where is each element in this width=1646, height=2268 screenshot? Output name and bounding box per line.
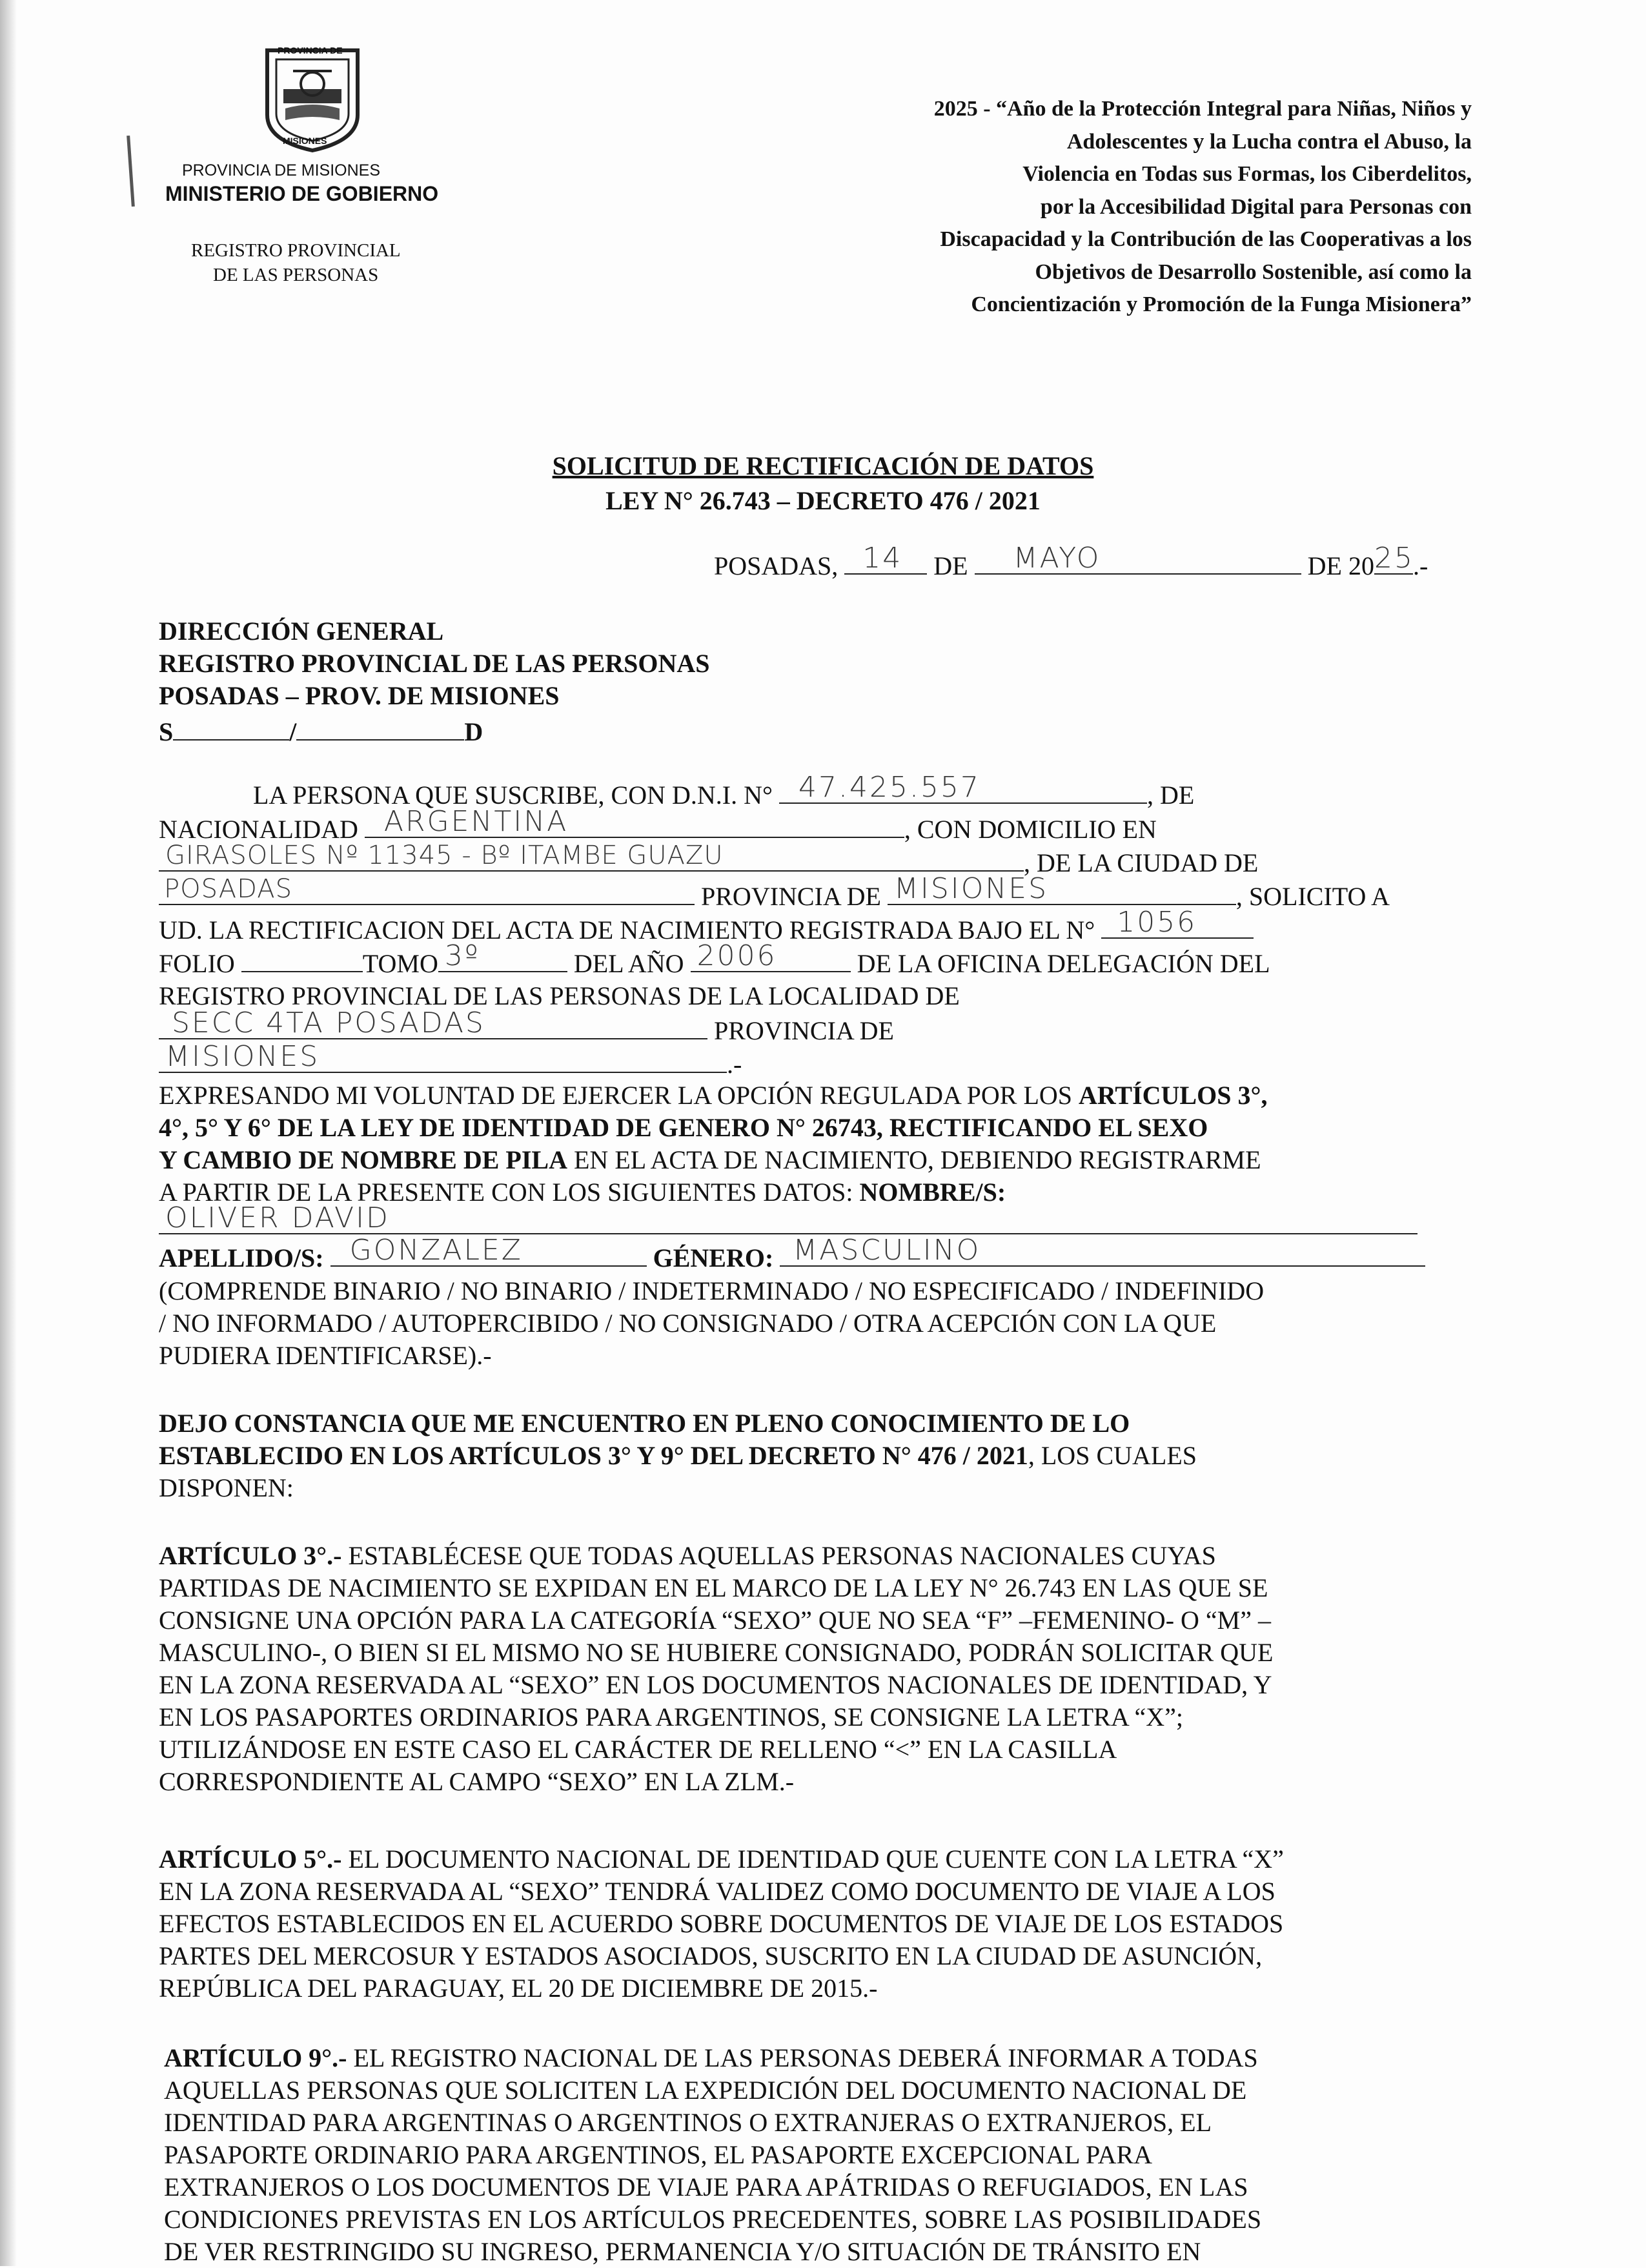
motto-line: Discapacidad y la Contribución de las Cooperativas a los	[940, 227, 1472, 251]
date-de-1: DE	[933, 551, 968, 580]
nationality-label: NACIONALIDAD	[159, 815, 358, 844]
form-line-surname	[159, 1234, 1425, 1274]
form-line-names	[159, 1201, 1417, 1242]
domicile-label: , CON DOMICILIO EN	[904, 815, 1157, 844]
city-value: POSADAS	[164, 874, 292, 904]
article-3	[159, 1540, 1521, 1798]
city-field[interactable]	[159, 874, 695, 905]
locality-field[interactable]	[159, 1006, 707, 1039]
law-articles-text: 4°, 5° Y 6° DE LA LEY DE IDENTIDAD DE GENERO N° 26743, RECTIFICANDO EL SEXO	[159, 1113, 1208, 1142]
article-line: DE VER RESTRINGIDO SU INGRESO, PERMANENCIA Y/O SITUACIÓN DE TRÁNSITO EN	[164, 2237, 1201, 2266]
dni-label: LA PERSONA QUE SUSCRIBE, CON D.N.I. N°	[253, 781, 773, 810]
addressee-d: D	[464, 717, 483, 746]
article-5-heading: ARTÍCULO 5°.-	[159, 1844, 342, 1874]
province-value: MISIONES	[893, 872, 1049, 905]
article-line	[164, 2042, 1526, 2074]
constancia-rest2: , LOS CUALES	[1028, 1441, 1197, 1470]
tomo-value: 3º	[444, 939, 480, 972]
article-line: EN LOS PASAPORTES ORDINARIOS PARA ARGENTINOS, SE CONSIGNE LA LETRA “X”;	[159, 1702, 1184, 1732]
addressee-sd	[159, 715, 483, 748]
motto-line: Concientización y Promoción de la Funga Misionera”	[971, 292, 1472, 316]
names-field[interactable]	[159, 1201, 1417, 1234]
addressee-line3	[159, 680, 560, 712]
document-subtitle: LEY N° 26.743 – DECRETO 476 / 2021	[605, 486, 1041, 515]
article-line: PARTES DEL MERCOSUR Y ESTADOS ASOCIADOS, SUSCRITO EN LA CIUDAD DE ASUNCIÓN,	[159, 1941, 1263, 1970]
motto-line: 2025 - “Año de la Protección Integral para Niñas, Niños y	[933, 97, 1472, 121]
date-end: .-	[1412, 551, 1428, 580]
article-line	[159, 1843, 1521, 1875]
date-line	[714, 542, 1428, 582]
folio-label: FOLIO	[159, 949, 235, 978]
province2-field[interactable]	[159, 1040, 727, 1073]
gender-note-1: (COMPRENDE BINARIO / NO BINARIO / INDETERMINADO / NO ESPECIFICADO / INDEFINIDO	[159, 1276, 1265, 1305]
article-line: CONDICIONES PREVISTAS EN LOS ARTÍCULOS PRECEDENTES, SOBRE LAS POSIBILIDADES	[164, 2205, 1262, 2234]
addressee-slash: /	[289, 717, 297, 746]
logo-text-top: PROVINCIA DE	[278, 45, 343, 56]
dni-suffix: , DE	[1146, 781, 1195, 810]
logo-text-bottom: MISIONES	[283, 136, 327, 146]
article-line: EN LA ZONA RESERVADA AL “SEXO” EN LOS DOCUMENTOS NACIONALES DE IDENTIDAD, Y	[159, 1670, 1272, 1699]
article-3-text: ESTABLÉCESE QUE TODAS AQUELLAS PERSONAS NACIONALES CUYAS	[341, 1541, 1216, 1570]
surname-field[interactable]	[330, 1234, 647, 1267]
office-label: DE LA OFICINA DELEGACIÓN DEL	[857, 949, 1270, 978]
motto-line: Adolescentes y la Lucha contra el Abuso, la	[1066, 129, 1472, 154]
gender-note-2: / NO INFORMADO / AUTOPERCIBIDO / NO CONSIGNADO / OTRA ACEPCIÓN CON LA QUE	[159, 1309, 1217, 1338]
tomo-field[interactable]	[438, 939, 567, 972]
gender-note-3: PUDIERA IDENTIFICARSE).-	[159, 1341, 492, 1370]
form-line-voluntad	[159, 1079, 1267, 1112]
nationality-value: ARGENTINA	[383, 805, 569, 838]
addressee-s: S	[159, 717, 174, 746]
article-line: EFECTOS ESTABLECIDOS EN EL ACUERDO SOBRE DOCUMENTOS DE VIAJE DE LOS ESTADOS	[159, 1909, 1284, 1938]
article-line: MASCULINO-, O BIEN SI EL MISMO NO SE HUBIERE CONSIGNADO, PODRÁN SOLICITAR QUE	[159, 1638, 1274, 1667]
province-label: PROVINCIA DE	[701, 882, 881, 911]
form-line-law	[159, 1112, 1208, 1144]
surname-label: APELLIDO/S:	[159, 1243, 324, 1272]
locality-value: SECC 4TA POSADAS	[172, 1006, 485, 1039]
document-title: SOLICITUD DE RECTIFICACIÓN DE DATOS	[552, 451, 1094, 480]
addressee-line1	[159, 615, 443, 648]
pen-mark	[127, 136, 135, 207]
province2-label: PROVINCIA DE	[714, 1016, 894, 1045]
motto-line: por la Accesibilidad Digital para Personas con	[1040, 194, 1472, 219]
address-field[interactable]	[159, 841, 1024, 872]
constancia-bold1: DEJO CONSTANCIA QUE ME ENCUENTRO EN PLENO CONOCIMIENTO DE LO	[159, 1409, 1130, 1438]
folio-field[interactable]	[241, 946, 363, 972]
gender-field[interactable]	[780, 1234, 1425, 1267]
article-line	[159, 1540, 1521, 1572]
year-field[interactable]	[691, 939, 851, 972]
article-line: EXTRANJEROS O LOS DOCUMENTOS DE VIAJE PARA APÁTRIDAS O REFUGIADOS, EN LAS	[164, 2172, 1248, 2202]
dni-value: 47.425.557	[798, 771, 980, 804]
province-field[interactable]	[888, 872, 1236, 905]
form-line-city	[159, 872, 1390, 913]
dni-field[interactable]	[779, 771, 1147, 804]
tomo-label: TOMO	[362, 949, 438, 978]
article-9-heading: ARTÍCULO 9°.-	[164, 2043, 347, 2072]
cambio-nombre-text: Y CAMBIO DE NOMBRE DE PILA	[159, 1145, 567, 1174]
addressee-city: POSADAS – PROV. DE MISIONES	[159, 681, 560, 710]
city-label: , DE LA CIUDAD DE	[1024, 848, 1259, 877]
addressee-registry: REGISTRO PROVINCIAL DE LAS PERSONAS	[159, 649, 710, 678]
article-line: UTILIZÁNDOSE EN ESTE CASO EL CARÁCTER DE RELLENO “<” EN LA CASILLA	[159, 1735, 1117, 1764]
article-line: EN LA ZONA RESERVADA AL “SEXO” TENDRÁ VALIDEZ COMO DOCUMENTO DE VIAJE A LOS	[159, 1877, 1275, 1906]
date-city: POSADAS,	[714, 551, 838, 580]
province2-end: .-	[727, 1050, 742, 1079]
datos-text: A PARTIR DE LA PRESENTE CON LOS SIGUIENTES DATOS:	[159, 1178, 853, 1207]
article-line: CONSIGNE UNA OPCIÓN PARA LA CATEGORÍA “SEXO” QUE NO SEA “F” –FEMENINO- O “M” –	[159, 1606, 1271, 1635]
names-value: OLIVER DAVID	[165, 1201, 390, 1234]
cambio-rest: EN EL ACTA DE NACIMIENTO, DEBIENDO REGISTRARME	[574, 1145, 1261, 1174]
voluntad-text: EXPRESANDO MI VOLUNTAD DE EJERCER LA OPCIÓN REGULADA POR LOS	[159, 1081, 1073, 1110]
article-line: PASAPORTE ORDINARIO PARA ARGENTINOS, EL PASAPORTE EXCEPCIONAL PARA	[164, 2140, 1153, 2169]
names-label: NOMBRE/S:	[859, 1178, 1006, 1207]
article-line: CORRESPONDIENTE AL CAMPO “SEXO” EN LA ZLM.-	[159, 1767, 795, 1796]
ministry-label: MINISTERIO DE GOBIERNO	[165, 182, 439, 205]
article-5	[159, 1843, 1521, 2005]
article-line: REPÚBLICA DEL PARAGUAY, EL 20 DE DICIEMBRE DE 2015.-	[159, 1974, 878, 2003]
date-day-field[interactable]	[844, 542, 927, 575]
constancia-line3: DISPONEN:	[159, 1473, 294, 1502]
registry-label-line2: DE LAS PERSONAS	[213, 265, 379, 285]
date-year-field[interactable]	[1374, 542, 1414, 575]
article-9	[164, 2042, 1526, 2268]
sd-blank-2	[296, 715, 464, 741]
registry-label-line1: REGISTRO PROVINCIAL	[191, 240, 401, 261]
motto-line: Objetivos de Desarrollo Sostenible, así como la	[1035, 260, 1472, 284]
constancia-bold2: ESTABLECIDO EN LOS ARTÍCULOS 3° Y 9° DEL DECRETO N° 476 / 2021	[159, 1441, 1028, 1470]
constancia-line2	[159, 1440, 1197, 1472]
addressee-line2	[159, 648, 710, 680]
province-label: PROVINCIA DE MISIONES	[182, 161, 381, 179]
date-month-field[interactable]	[975, 542, 1301, 575]
form-line-province2	[159, 1040, 742, 1081]
article-9-text: EL REGISTRO NACIONAL DE LAS PERSONAS DEBERÁ INFORMAR A TODAS	[347, 2043, 1258, 2072]
article-5-text: EL DOCUMENTO NACIONAL DE IDENTIDAD QUE CUENTE CON LA LETRA “X”	[341, 1844, 1284, 1874]
motto-line: Violencia en Todas sus Formas, los Ciberdelitos,	[1022, 162, 1472, 186]
voluntad-articles: ARTÍCULOS 3°,	[1079, 1081, 1268, 1110]
request-label: , SOLICITO A	[1235, 882, 1390, 911]
year-motto	[568, 93, 1472, 322]
form-line-address	[159, 841, 1259, 879]
article-line: PARTIDAS DE NACIMIENTO SE EXPIDAN EN EL MARCO DE LA LEY N° 26.743 EN LAS QUE SE	[159, 1573, 1268, 1602]
gender-label: GÉNERO:	[653, 1243, 774, 1272]
article-3-heading: ARTÍCULO 3°.-	[159, 1541, 342, 1570]
acta-number-value: 1056	[1117, 906, 1197, 939]
acta-number-field[interactable]	[1101, 906, 1254, 939]
acta-label: UD. LA RECTIFICACION DEL ACTA DE NACIMIENTO REGISTRADA BAJO EL N°	[159, 915, 1095, 945]
article-line: IDENTIDAD PARA ARGENTINAS O ARGENTINOS O EXTRANJERAS O EXTRANJEROS, EL	[164, 2108, 1212, 2137]
nationality-field[interactable]	[365, 805, 904, 838]
gender-value: MASCULINO	[793, 1234, 981, 1267]
date-de-2: DE 20	[1307, 551, 1374, 580]
scan-edge-shadow	[0, 0, 17, 2266]
address-value: GIRASOLES Nº 11345 - Bº ITAMBE GUAZU	[165, 841, 724, 870]
form-line-cambio	[159, 1144, 1261, 1176]
date-month-value: MAYO	[1013, 542, 1101, 575]
constancia-line1	[159, 1407, 1130, 1440]
province2-value: MISIONES	[165, 1040, 320, 1073]
year-value: 2006	[696, 939, 777, 972]
surname-value: GONZALEZ	[349, 1234, 523, 1267]
date-year-value: 25	[1374, 542, 1414, 575]
sd-blank-1	[173, 715, 289, 741]
date-day-value: 14	[862, 542, 903, 575]
article-line: AQUELLAS PERSONAS QUE SOLICITEN LA EXPEDICIÓN DEL DOCUMENTO NACIONAL DE	[164, 2076, 1247, 2105]
addressee-direction: DIRECCIÓN GENERAL	[159, 617, 444, 646]
year-label: DEL AÑO	[573, 949, 684, 978]
registry-locality-label: REGISTRO PROVINCIAL DE LAS PERSONAS DE LA LOCALIDAD DE	[159, 981, 960, 1010]
form-line-folio	[159, 939, 1270, 980]
